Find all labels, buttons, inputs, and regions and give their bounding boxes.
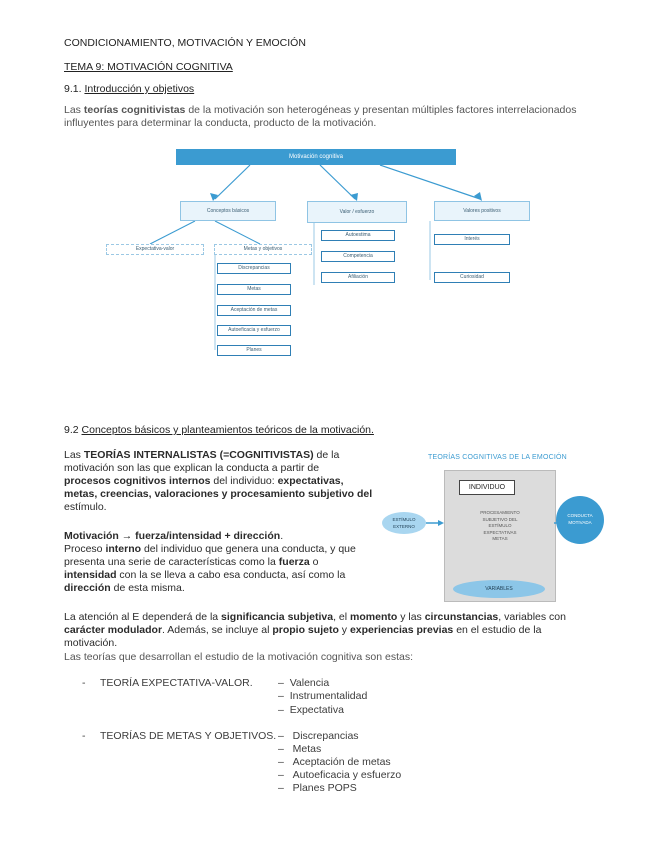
branch-node-2: Valor / esfuerzo [307,201,407,223]
list-item: – Aceptación de metas [278,756,391,768]
root-node: Motivación cognitiva [176,149,456,165]
mid-item: Competencia [321,251,395,262]
section-1-heading: 9.1. Introducción y objetivos [64,83,195,95]
stimulus-bubble: ESTÍMULO EXTERNO [382,512,426,534]
list-item: – Instrumentalidad [278,690,368,702]
left-item: Discrepancias [217,263,291,274]
list-bullet: - [82,730,86,742]
sub-node-1: Expectativa-valor [106,244,204,255]
mid-item: Afiliación [321,272,395,283]
branch-node-1: Conceptos básicos [180,201,276,221]
process-text: PROCESAMIENTO SUBJETIVO DEL ESTÍMULO EXPECTATIVAS METAS [480,510,520,541]
left-item: Planes [217,345,291,356]
list-item: – Discrepancias [278,730,359,742]
individual-label: INDIVIDUO [459,480,515,495]
theory-name: TEORÍA EXPECTATIVA-VALOR. [100,677,253,689]
list-item: – Planes POPS [278,782,357,794]
cognitive-theories-diagram [378,450,610,605]
list-item: – Metas [278,743,322,755]
attention-paragraph: La atención al E dependerá de la significancia subjetiva, el momento y las circunstancias, variables con carácter modulador. Además, se incluye al propio sujeto y experiencias previas en el estudio de la motivación. [64,611,566,649]
right-item: Interés [434,234,510,245]
internalist-paragraph: Las TEORÍAS INTERNALISTAS (=COGNITIVISTAS) de la motivación son las que explican la conducta a partir de procesos cognitivos internos del individuo: expectativas, metas, creencias, valoraciones y procesamiento subjetivo del estímulo. [64,449,373,513]
mid-item: Autoestima [321,230,395,241]
concept-map-diagram [100,145,540,360]
list-item: – Autoeficacia y esfuerzo [278,769,402,781]
list-bullet: - [82,677,86,689]
list-item: – Expectativa [278,704,344,716]
left-item: Aceptación de metas [217,305,291,316]
branch-node-3: Valores positivos [434,201,530,221]
list-item: – Valencia [278,677,330,689]
topic-title: TEMA 9: MOTIVACIÓN COGNITIVA [64,61,233,73]
left-item: Metas [217,284,291,295]
sub-node-2: Metas y objetivos [214,244,312,255]
right-item: Curiosidad [434,272,510,283]
course-title: CONDICIONAMIENTO, MOTIVACIÓN Y EMOCIÓN [64,37,306,49]
diagram-title: TEORÍAS COGNITIVAS DE LA EMOCIÓN [428,454,567,461]
theories-intro: Las teorías que desarrollan el estudio de la motivación cognitiva son estas: [64,651,414,663]
intro-paragraph: Las teorías cognitivistas de la motivación son heterogéneas y presentan múltiples factores interrelacionados influyentes para determinar la conducta, producto de la motivación. [64,104,577,129]
section-2-heading: 9.2 Conceptos básicos y planteamientos teóricos de la motivación. [64,424,374,436]
variables-ellipse: VARIABLES [453,580,545,598]
motivation-paragraph: Motivación → fuerza/intensidad + dirección. Proceso interno del individuo que genera una conducta, y que presenta una serie de características como la fuerza o intensidad con la se lleva a cabo esa conducta, así como la dirección de esta misma. [64,530,356,594]
theory-name: TEORÍAS DE METAS Y OBJETIVOS. [100,730,277,742]
behavior-bubble: CONDUCTA MOTIVADA [556,496,604,544]
left-item: Autoeficacia y esfuerzo [217,325,291,336]
